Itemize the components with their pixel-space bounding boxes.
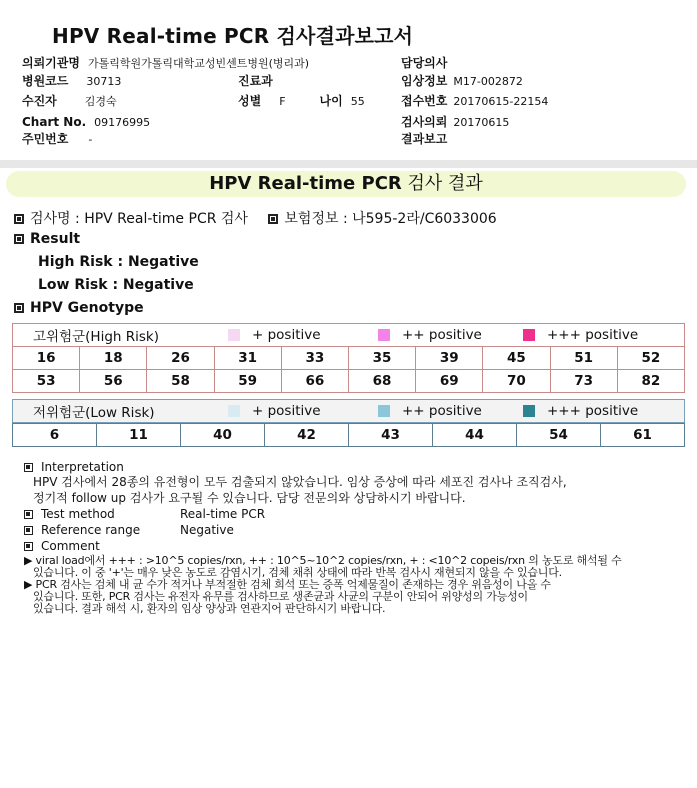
chart-no-label: Chart No. bbox=[22, 115, 87, 129]
comment-line-3: ▶ PCR 검사는 검체 내 균 수가 적거나 부적절한 검체 희석 또는 증폭 억제물질이 존재하는 경우 위음성이 나올 수 bbox=[24, 578, 551, 591]
receipt-no-value: 20170615-22154 bbox=[453, 95, 549, 108]
checkbox-icon bbox=[24, 526, 33, 535]
resident-no-row bbox=[22, 130, 92, 149]
reference-range-row bbox=[24, 522, 234, 538]
header-divider bbox=[0, 160, 697, 168]
legend-plus: + positive bbox=[228, 327, 378, 343]
hospital-code-row bbox=[22, 72, 121, 91]
genotype-cell: 6 bbox=[13, 424, 97, 447]
checkbox-icon bbox=[14, 214, 24, 224]
table-row bbox=[13, 347, 685, 370]
interpretation-heading: Interpretation bbox=[24, 459, 124, 475]
report-label: 결과보고 bbox=[401, 132, 448, 146]
hospital-code-value: 30713 bbox=[86, 75, 122, 88]
test-line bbox=[14, 208, 497, 228]
banner-en: HPV Real-time PCR bbox=[209, 173, 402, 194]
checkbox-icon bbox=[268, 214, 278, 224]
table-row bbox=[13, 370, 685, 393]
legend-plus: + positive bbox=[228, 403, 378, 419]
requesting-org-label: 의뢰기관명 bbox=[22, 56, 80, 70]
reference-range-value: Negative bbox=[180, 523, 234, 537]
test-name: 검사명 : HPV Real-time PCR 검사 bbox=[30, 211, 248, 227]
high-risk-result: High Risk : Negative bbox=[38, 254, 199, 270]
legend-swatch bbox=[378, 329, 390, 341]
sex-label: 성별 bbox=[238, 94, 262, 108]
test-request-label: 검사의뢰 bbox=[401, 115, 448, 129]
genotype-cell: 69 bbox=[416, 370, 483, 393]
resident-no-label: 주민번호 bbox=[22, 132, 69, 146]
checkbox-icon bbox=[24, 510, 33, 519]
age-label: 나이 bbox=[319, 94, 343, 108]
high-risk-title: 고위험군(High Risk) bbox=[33, 329, 159, 345]
legend-swatch bbox=[378, 405, 390, 417]
genotype-cell: 54 bbox=[517, 424, 601, 447]
result-heading: Result bbox=[14, 231, 80, 247]
patient-name-value: 김경숙 bbox=[84, 95, 117, 108]
genotype-cell: 16 bbox=[13, 347, 80, 370]
test-method-label: Test method bbox=[41, 507, 115, 521]
report-row bbox=[401, 130, 447, 148]
high-risk-header bbox=[12, 323, 685, 347]
genotype-cell: 61 bbox=[601, 424, 685, 447]
report-title: HPV Real-time PCR 검사결과보고서 bbox=[52, 24, 414, 48]
comment-heading: Comment bbox=[24, 538, 100, 554]
resident-no-value: - bbox=[88, 133, 93, 146]
genotype-cell: 70 bbox=[483, 370, 550, 393]
low-risk-table bbox=[12, 423, 685, 447]
low-risk-title: 저위험군(Low Risk) bbox=[33, 405, 155, 421]
genotype-cell: 59 bbox=[214, 370, 281, 393]
genotype-cell: 42 bbox=[265, 424, 349, 447]
receipt-no-row bbox=[401, 92, 548, 111]
interpretation-line-1: HPV 검사에서 28종의 유전형이 모두 검출되지 않았습니다. 임상 증상에 따라 세포진 검사나 조직검사, bbox=[33, 475, 567, 489]
genotype-cell: 66 bbox=[281, 370, 348, 393]
genotype-cell: 33 bbox=[281, 347, 348, 370]
checkbox-icon bbox=[14, 234, 24, 244]
comment-line-4: 있습니다. 또한, PCR 검사는 유전자 유무를 검사하므로 생존균과 사균의 구분이 안되어 위양성의 가능성이 bbox=[33, 590, 528, 603]
clinical-info-value: M17-002872 bbox=[453, 75, 523, 88]
checkbox-icon bbox=[14, 303, 24, 313]
low-risk-result: Low Risk : Negative bbox=[38, 277, 194, 293]
high-risk-table bbox=[12, 346, 685, 393]
comment-line-2: 있습니다. 이 중 '+'는 매우 낮은 농도로 감염시기, 검체 채취 상태에 따라 반복 검사시 재현되지 않을 수 있습니다. bbox=[33, 566, 562, 579]
doctor-label: 담당의사 bbox=[401, 56, 448, 70]
test-method-row bbox=[24, 506, 265, 522]
patient-name-row bbox=[22, 92, 117, 111]
reference-range-label: Reference range bbox=[41, 523, 141, 537]
department-row bbox=[238, 72, 273, 90]
genotype-cell: 51 bbox=[550, 347, 617, 370]
genotype-cell: 45 bbox=[483, 347, 550, 370]
result-banner bbox=[6, 171, 686, 197]
legend-swatch bbox=[228, 329, 240, 341]
chart-no-value: 09176995 bbox=[94, 116, 151, 129]
insurance-info: 보험정보 : 나595-2라/C6033006 bbox=[284, 211, 497, 227]
interpretation-line-2: 정기적 follow up 검사가 요구될 수 있습니다. 담당 전문의와 상담하시기 바랍니다. bbox=[33, 491, 466, 505]
genotype-cell: 82 bbox=[617, 370, 684, 393]
doctor-row bbox=[401, 54, 447, 72]
comment-line-1: ▶ viral load에서 +++ : >10^5 copies/rxn, ++ : 10^5~10^2 copies/rxn, + : <10^2 copeis/rxn 의 농도로 해석될 수 bbox=[24, 554, 622, 567]
genotype-cell: 44 bbox=[433, 424, 517, 447]
banner-ko: 검사 결과 bbox=[407, 173, 483, 194]
genotype-cell: 58 bbox=[147, 370, 214, 393]
receipt-no-label: 접수번호 bbox=[401, 94, 448, 108]
genotype-cell: 68 bbox=[348, 370, 415, 393]
genotype-cell: 43 bbox=[349, 424, 433, 447]
comment-line-5: 있습니다. 결과 해석 시, 환자의 임상 양상과 연관지어 판단하시기 바랍니다. bbox=[33, 602, 386, 615]
clinical-info-label: 임상정보 bbox=[401, 74, 448, 88]
sex-age-row bbox=[238, 92, 365, 111]
genotype-cell: 39 bbox=[416, 347, 483, 370]
legend-plus-plus: ++ positive bbox=[378, 327, 523, 343]
checkbox-icon bbox=[24, 542, 33, 551]
legend-plus-plus-plus: +++ positive bbox=[523, 327, 638, 343]
genotype-cell: 26 bbox=[147, 347, 214, 370]
hospital-code-label: 병원코드 bbox=[22, 74, 69, 88]
requesting-org-row bbox=[22, 54, 309, 73]
genotype-cell: 11 bbox=[97, 424, 181, 447]
legend-plus-plus: ++ positive bbox=[378, 403, 523, 419]
legend-swatch bbox=[228, 405, 240, 417]
clinical-info-row bbox=[401, 72, 523, 91]
legend-swatch bbox=[523, 405, 535, 417]
table-row bbox=[13, 424, 685, 447]
requesting-org-value: 가톨릭학원가톨릭대학교성빈센트병원(병리과) bbox=[87, 57, 310, 70]
genotype-heading: HPV Genotype bbox=[14, 300, 144, 316]
genotype-cell: 73 bbox=[550, 370, 617, 393]
legend-plus-plus-plus: +++ positive bbox=[523, 403, 638, 419]
genotype-cell: 53 bbox=[13, 370, 80, 393]
age-value: 55 bbox=[350, 95, 365, 108]
genotype-cell: 56 bbox=[80, 370, 147, 393]
sex-value: F bbox=[279, 95, 286, 108]
genotype-cell: 18 bbox=[80, 347, 147, 370]
department-label: 진료과 bbox=[238, 74, 273, 88]
legend-swatch bbox=[523, 329, 535, 341]
genotype-cell: 40 bbox=[181, 424, 265, 447]
low-risk-header bbox=[12, 399, 685, 423]
patient-name-label: 수진자 bbox=[22, 94, 57, 108]
checkbox-icon bbox=[24, 463, 33, 472]
test-request-value: 20170615 bbox=[453, 116, 510, 129]
genotype-cell: 35 bbox=[348, 347, 415, 370]
test-method-value: Real-time PCR bbox=[180, 507, 266, 521]
genotype-cell: 52 bbox=[617, 347, 684, 370]
genotype-cell: 31 bbox=[214, 347, 281, 370]
